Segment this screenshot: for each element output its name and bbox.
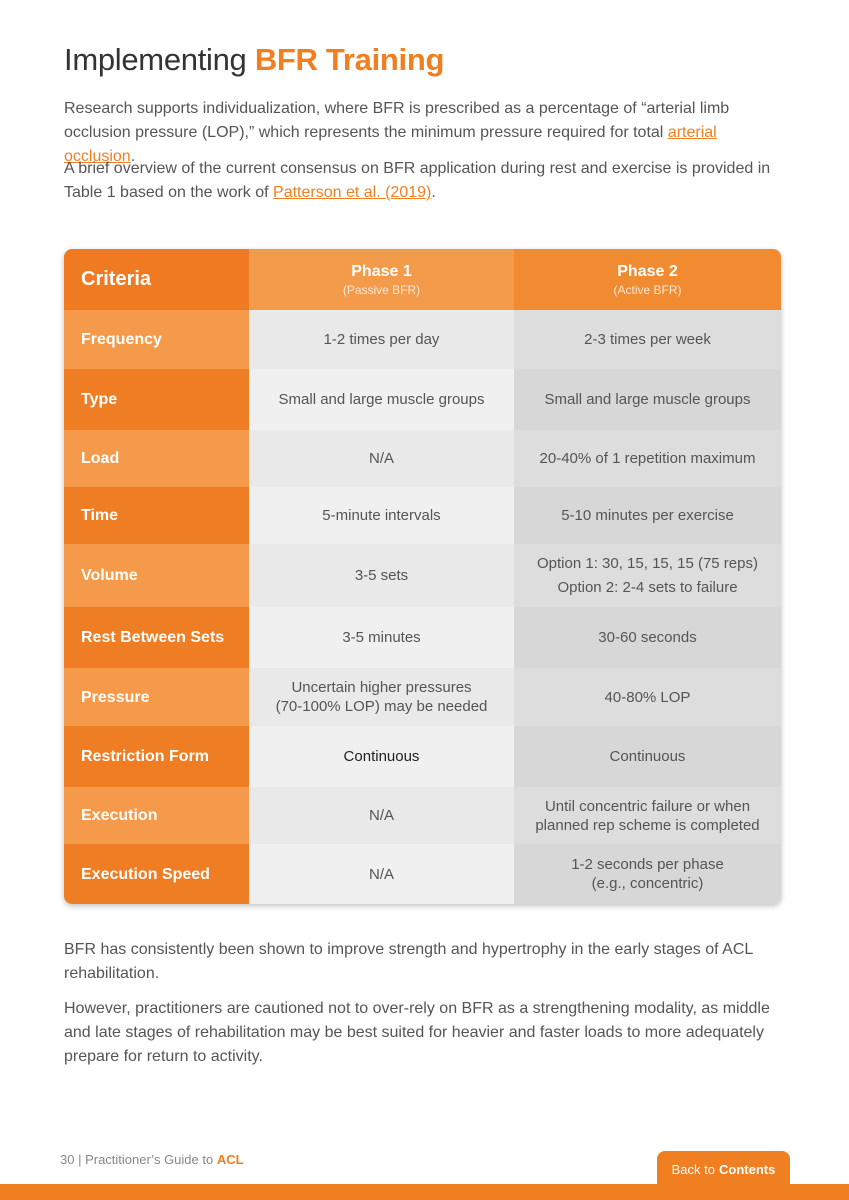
page-footer bbox=[60, 1152, 244, 1167]
back-to-contents-button[interactable] bbox=[657, 1151, 790, 1188]
title-accent: BFR Training bbox=[254, 42, 445, 77]
phase-1-cell bbox=[249, 668, 514, 726]
footer-separator: | bbox=[74, 1152, 86, 1167]
arterial-occlusion-link[interactable]: arterial occlusion bbox=[64, 124, 717, 165]
page-title bbox=[64, 42, 444, 78]
intro-p1-end: . bbox=[130, 148, 136, 165]
cell-line: (70-100% LOP) may be needed bbox=[275, 698, 488, 715]
intro-p2-text: A brief overview of the current consensus on BFR application during rest and exercise is provided in Table 1 based on the work of bbox=[64, 160, 771, 201]
phase-1-cell bbox=[249, 607, 514, 668]
table-row bbox=[64, 430, 781, 487]
table-row bbox=[64, 369, 781, 430]
intro-p2-end: . bbox=[431, 184, 436, 201]
bfr-table bbox=[64, 249, 781, 904]
cell-line: Continuous bbox=[343, 748, 420, 765]
cell-line: (e.g., concentric) bbox=[591, 875, 704, 892]
table-row bbox=[64, 310, 781, 369]
cell-line: Small and large muscle groups bbox=[544, 391, 751, 408]
cell-line: 5-10 minutes per exercise bbox=[561, 507, 734, 524]
outro-paragraph-2: However, practitioners are cautioned not to over-rely on BFR as a strengthening modality, as middle and late stages of rehabilitation may be best suited for heavier and faster loads to more adequately prepare for return to activity. bbox=[64, 1000, 770, 1065]
intro-paragraph-2 bbox=[64, 157, 784, 205]
cell-line: N/A bbox=[368, 450, 394, 467]
table-row bbox=[64, 668, 781, 726]
row-label: Type bbox=[64, 369, 249, 430]
table-row bbox=[64, 607, 781, 668]
cell-line: 3-5 minutes bbox=[342, 629, 421, 646]
title-plain: Implementing bbox=[64, 42, 255, 77]
table-row bbox=[64, 544, 781, 607]
cell-line: Until concentric failure or when bbox=[544, 797, 751, 815]
cell-line: Option 1: 30, 15, 15, 15 (75 reps) bbox=[537, 555, 758, 572]
phase-2-cell bbox=[514, 544, 781, 607]
phase-2-cell bbox=[514, 668, 781, 726]
phase-2-cell bbox=[514, 844, 781, 904]
row-label: Load bbox=[64, 430, 249, 487]
guide-title: Practitioner’s Guide to bbox=[85, 1152, 217, 1167]
cell-line: planned rep scheme is completed bbox=[535, 816, 760, 834]
cell-line: N/A bbox=[368, 865, 394, 883]
phase-2-cell bbox=[514, 369, 781, 430]
phase-1-cell bbox=[249, 726, 514, 787]
header-phase-1 bbox=[249, 249, 514, 310]
phase-2-cell bbox=[514, 787, 781, 844]
bfr-table-grid bbox=[64, 249, 781, 904]
row-label: Volume bbox=[64, 544, 249, 607]
phase-2-cell bbox=[514, 487, 781, 544]
cell-line: Option 2: 2-4 sets to failure bbox=[557, 579, 738, 596]
phase-1-cell bbox=[249, 544, 514, 607]
outro-paragraph-1: BFR has consistently been shown to improve strength and hypertrophy in the early stages of ACL rehabilitation. bbox=[64, 941, 753, 982]
cell-line: 30-60 seconds bbox=[598, 629, 697, 646]
row-label: Execution Speed bbox=[64, 844, 249, 904]
cell-line: 5-minute intervals bbox=[322, 507, 441, 524]
header-phase-2-sub: (Active BFR) bbox=[613, 282, 682, 297]
cell-line: 1-2 times per day bbox=[323, 331, 440, 348]
phase-1-cell bbox=[249, 787, 514, 844]
header-phase-1-title: Phase 1 bbox=[351, 262, 412, 280]
patterson-link[interactable]: Patterson et al. (2019) bbox=[273, 184, 432, 201]
header-phase-2-title: Phase 2 bbox=[617, 262, 678, 280]
cell-line: N/A bbox=[368, 807, 394, 824]
phase-1-cell bbox=[249, 844, 514, 904]
table-row bbox=[64, 787, 781, 844]
cell-line: Continuous bbox=[609, 748, 686, 765]
row-label: Restriction Form bbox=[64, 726, 249, 787]
bottom-accent-bar bbox=[0, 1184, 849, 1200]
cell-line: 20-40% of 1 repetition maximum bbox=[539, 450, 756, 467]
header-phase-2 bbox=[514, 249, 781, 310]
table-row bbox=[64, 487, 781, 544]
phase-1-cell bbox=[249, 430, 514, 487]
cell-line: Uncertain higher pressures bbox=[291, 679, 472, 696]
table-row bbox=[64, 726, 781, 787]
cell-line: 3-5 sets bbox=[354, 567, 409, 584]
intro-p1-text: Research supports individualization, where BFR is prescribed as a percentage of “arterial limb occlusion pressure (LOP),” which represents the minimum pressure required for total bbox=[64, 100, 730, 141]
row-label: Rest Between Sets bbox=[64, 607, 249, 668]
cell-line: 1-2 seconds per phase bbox=[571, 856, 724, 873]
phase-1-cell bbox=[249, 310, 514, 369]
table-row bbox=[64, 844, 781, 904]
guide-acl: ACL bbox=[216, 1152, 244, 1167]
cell-line: 2-3 times per week bbox=[584, 331, 711, 348]
phase-1-cell bbox=[249, 369, 514, 430]
header-phase-1-sub: (Passive BFR) bbox=[342, 282, 421, 297]
row-label: Pressure bbox=[64, 668, 249, 726]
cell-line: Small and large muscle groups bbox=[278, 391, 485, 408]
phase-2-cell bbox=[514, 310, 781, 369]
phase-2-cell bbox=[514, 607, 781, 668]
row-label: Frequency bbox=[64, 310, 249, 369]
phase-2-cell bbox=[514, 430, 781, 487]
phase-1-cell bbox=[249, 487, 514, 544]
back-prefix: Back to bbox=[671, 1162, 715, 1177]
back-contents: Contents bbox=[719, 1162, 776, 1177]
page-number: 30 bbox=[60, 1152, 75, 1167]
header-criteria: Criteria bbox=[64, 249, 249, 310]
row-label: Time bbox=[64, 487, 249, 544]
table-header-row bbox=[64, 249, 781, 310]
cell-line: 40-80% LOP bbox=[604, 688, 691, 706]
phase-2-cell bbox=[514, 726, 781, 787]
row-label: Execution bbox=[64, 787, 249, 844]
